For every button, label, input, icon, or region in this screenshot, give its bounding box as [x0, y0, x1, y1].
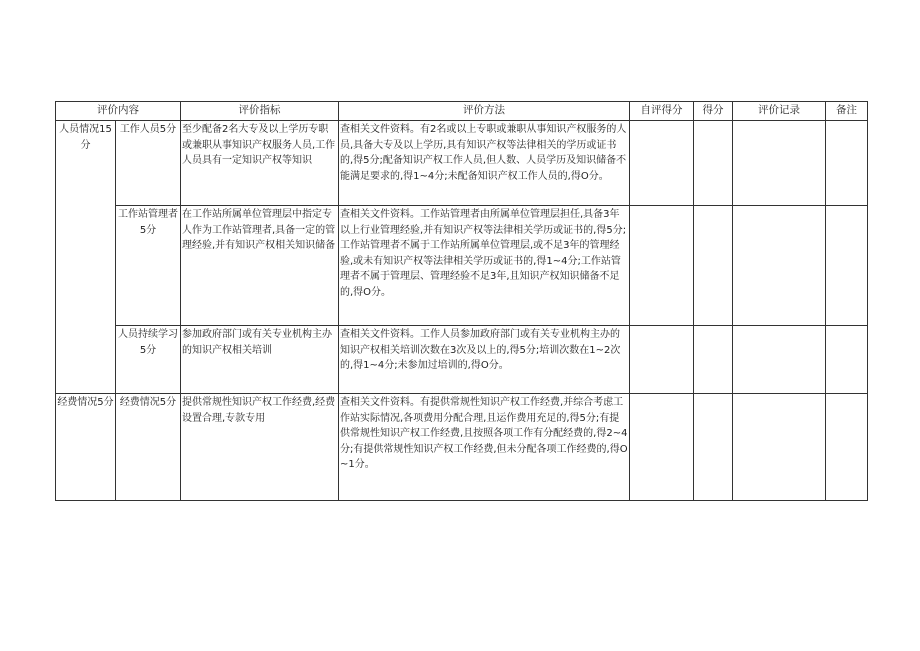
- self-score-cell: [630, 121, 694, 206]
- indicator-cell: 在工作站所属单位管理层中指定专人作为工作站管理者,具备一定的管理经验,并有知识产权相关知识储备: [181, 206, 339, 326]
- method-cell: 查相关文件资料。工作站管理者由所属单位管理层担任,具备3年以上行业管理经验,并有知识产权等法律相关学历或证书的,得5分;工作站管理者不属于工作站所属单位管理层,或不足3年的管理经验,或未有知识产权等法律相关学历或证书的,得1~4分;工作站管理者不属于管理层、管理经验不足3年,且知识产权知识储备不足的,得O分。: [339, 206, 630, 326]
- indicator-cell: 参加政府部门或有关专业机构主办的知识产权相关培训: [181, 326, 339, 394]
- table-row: [56, 394, 868, 501]
- record-cell: [733, 121, 826, 206]
- header-content: 评价内容: [56, 102, 181, 121]
- table-row: [56, 121, 868, 206]
- self-score-cell: [630, 206, 694, 326]
- remark-cell: [826, 206, 868, 326]
- item-label: 工作站管理者5分: [116, 206, 181, 326]
- indicator-cell: 提供常规性知识产权工作经费,经费设置合理,专款专用: [181, 394, 339, 501]
- header-indicator: 评价指标: [181, 102, 339, 121]
- score-cell: [694, 121, 733, 206]
- header-record: 评价记录: [733, 102, 826, 121]
- header-method: 评价方法: [339, 102, 630, 121]
- record-cell: [733, 206, 826, 326]
- header-self-score: 自评得分: [630, 102, 694, 121]
- header-score: 得分: [694, 102, 733, 121]
- score-cell: [694, 394, 733, 501]
- remark-cell: [826, 394, 868, 501]
- method-cell: 查相关文件资料。有提供常规性知识产权工作经费,并综合考虑工作站实际情况,各项费用分配合理,且运作费用充足的,得5分;有提供常规性知识产权工作经费,且按照各项工作有分配经费的,得2~4分;有提供常规性知识产权工作经费,但未分配各项工作经费的,得O~1分。: [339, 394, 630, 501]
- method-cell: 查相关文件资料。工作人员参加政府部门或有关专业机构主办的知识产权相关培训次数在3次及以上的,得5分;培训次数在1~2次的,得1~4分;未参加过培训的,得O分。: [339, 326, 630, 394]
- item-label: 人员持续学习5分: [116, 326, 181, 394]
- self-score-cell: [630, 326, 694, 394]
- table-header-row: [56, 102, 868, 121]
- header-remark: 备注: [826, 102, 868, 121]
- record-cell: [733, 326, 826, 394]
- record-cell: [733, 394, 826, 501]
- item-label: 经费情况5分: [116, 394, 181, 501]
- remark-cell: [826, 121, 868, 206]
- category-personnel: 人员情况15分: [56, 121, 116, 394]
- table-row: [56, 326, 868, 394]
- item-label: 工作人员5分: [116, 121, 181, 206]
- score-cell: [694, 326, 733, 394]
- self-score-cell: [630, 394, 694, 501]
- remark-cell: [826, 326, 868, 394]
- category-funding: 经费情况5分: [56, 394, 116, 501]
- score-cell: [694, 206, 733, 326]
- table-row: [56, 206, 868, 326]
- indicator-cell: 至少配备2名大专及以上学历专职或兼职从事知识产权服务人员,工作人员具有一定知识产权等知识: [181, 121, 339, 206]
- method-cell: 查相关文件资料。有2名或以上专职或兼职从事知识产权服务的人员,具备大专及以上学历,具有知识产权等法律相关的学历或证书的,得5分;配备知识产权工作人员,但人数、人员学历及知识储备不能满足要求的,得1~4分;未配备知识产权工作人员的,得O分。: [339, 121, 630, 206]
- evaluation-table: [55, 101, 868, 501]
